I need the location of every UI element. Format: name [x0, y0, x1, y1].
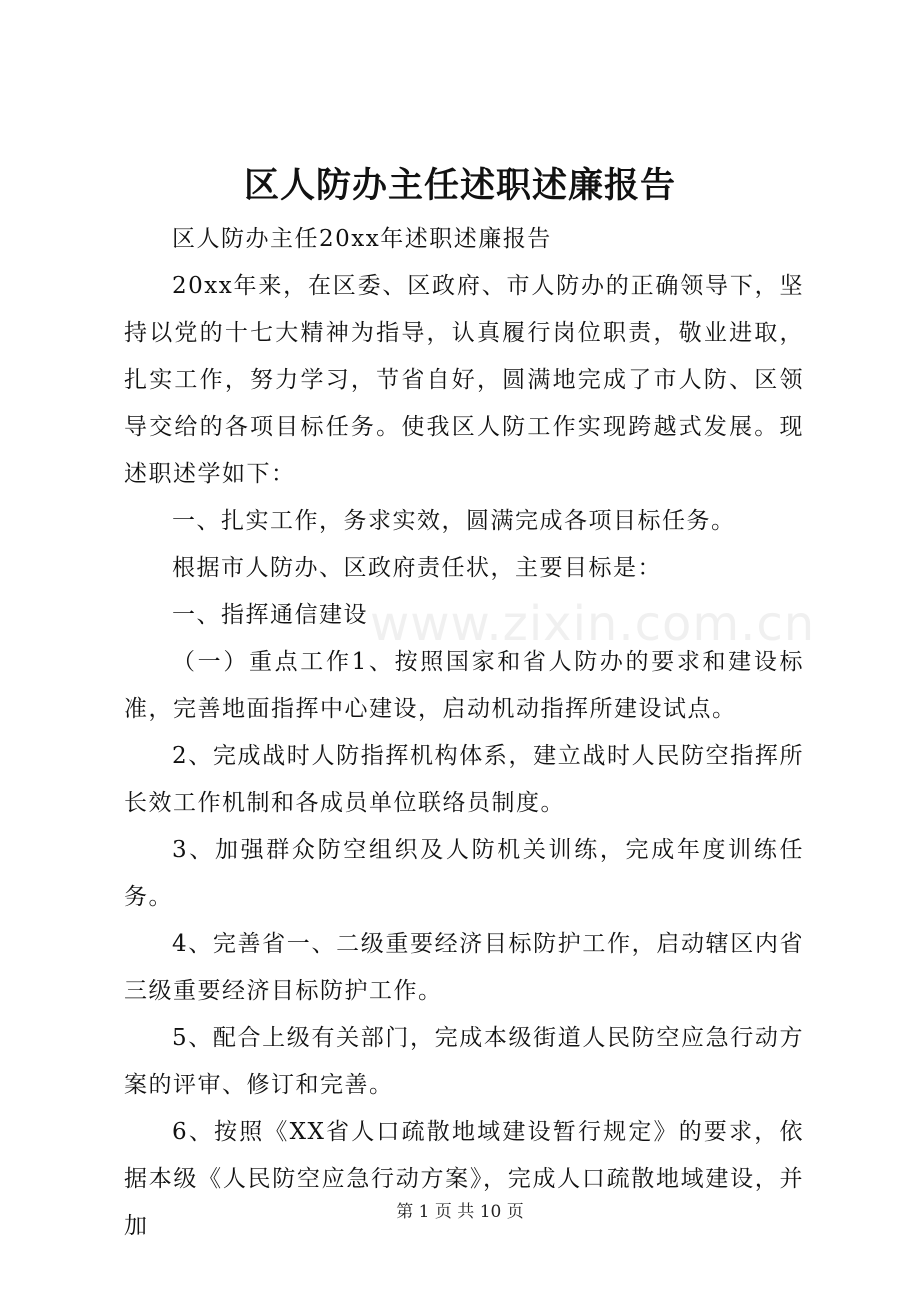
paragraph-item-6: 6、按照《XX省人口疏散地域建设暂行规定》的要求，依据本级《人民防空应急行动方案》，完成人口疏散地域建设，并加 — [124, 1119, 804, 1239]
paragraph-intro: 20xx年来，在区委、区政府、市人防办的正确领导下，坚持以党的十七大精神为指导，认真履行岗位职责，敬业进取，扎实工作，努力学习，节省自好，圆满地完成了市人防、区领导交给的各项目标任务。使我区人防工作实现跨越式发展。现述职述学如下： — [124, 273, 804, 487]
paragraph-item-2: 2、完成战时人防指挥机构体系，建立战时人民防空指挥所长效工作机制和各成员单位联络员制度。 — [124, 743, 804, 816]
page-footer: 第 1 页 共 10 页 — [396, 1202, 524, 1222]
watermark: www.zixin.com.cn — [370, 596, 816, 652]
paragraph-section-one: 一、扎实工作，务求实效，圆满完成各项目标任务。 — [172, 508, 736, 534]
document-title: 区人防办主任述职述廉报告 — [243, 165, 676, 206]
paragraph-item-3: 3、加强群众防空组织及人防机关训练，完成年度训练任务。 — [124, 837, 804, 910]
paragraph-command-comm: 一、指挥通信建设 — [172, 602, 368, 628]
paragraph-subtitle: 区人防办主任20xx年述职述廉报告 — [172, 226, 552, 252]
paragraph-item-1: （一）重点工作1、按照国家和省人防办的要求和建设标准，完善地面指挥中心建设，启动机动指挥所建设试点。 — [124, 649, 804, 722]
paragraph-goals: 根据市人防办、区政府责任状，主要目标是： — [172, 555, 662, 581]
paragraph-item-4: 4、完善省一、二级重要经济目标防护工作，启动辖区内省三级重要经济目标防护工作。 — [124, 931, 804, 1004]
document-body — [124, 216, 804, 1250]
paragraph-item-5: 5、配合上级有关部门，完成本级街道人民防空应急行动方案的评审、修订和完善。 — [124, 1025, 804, 1098]
